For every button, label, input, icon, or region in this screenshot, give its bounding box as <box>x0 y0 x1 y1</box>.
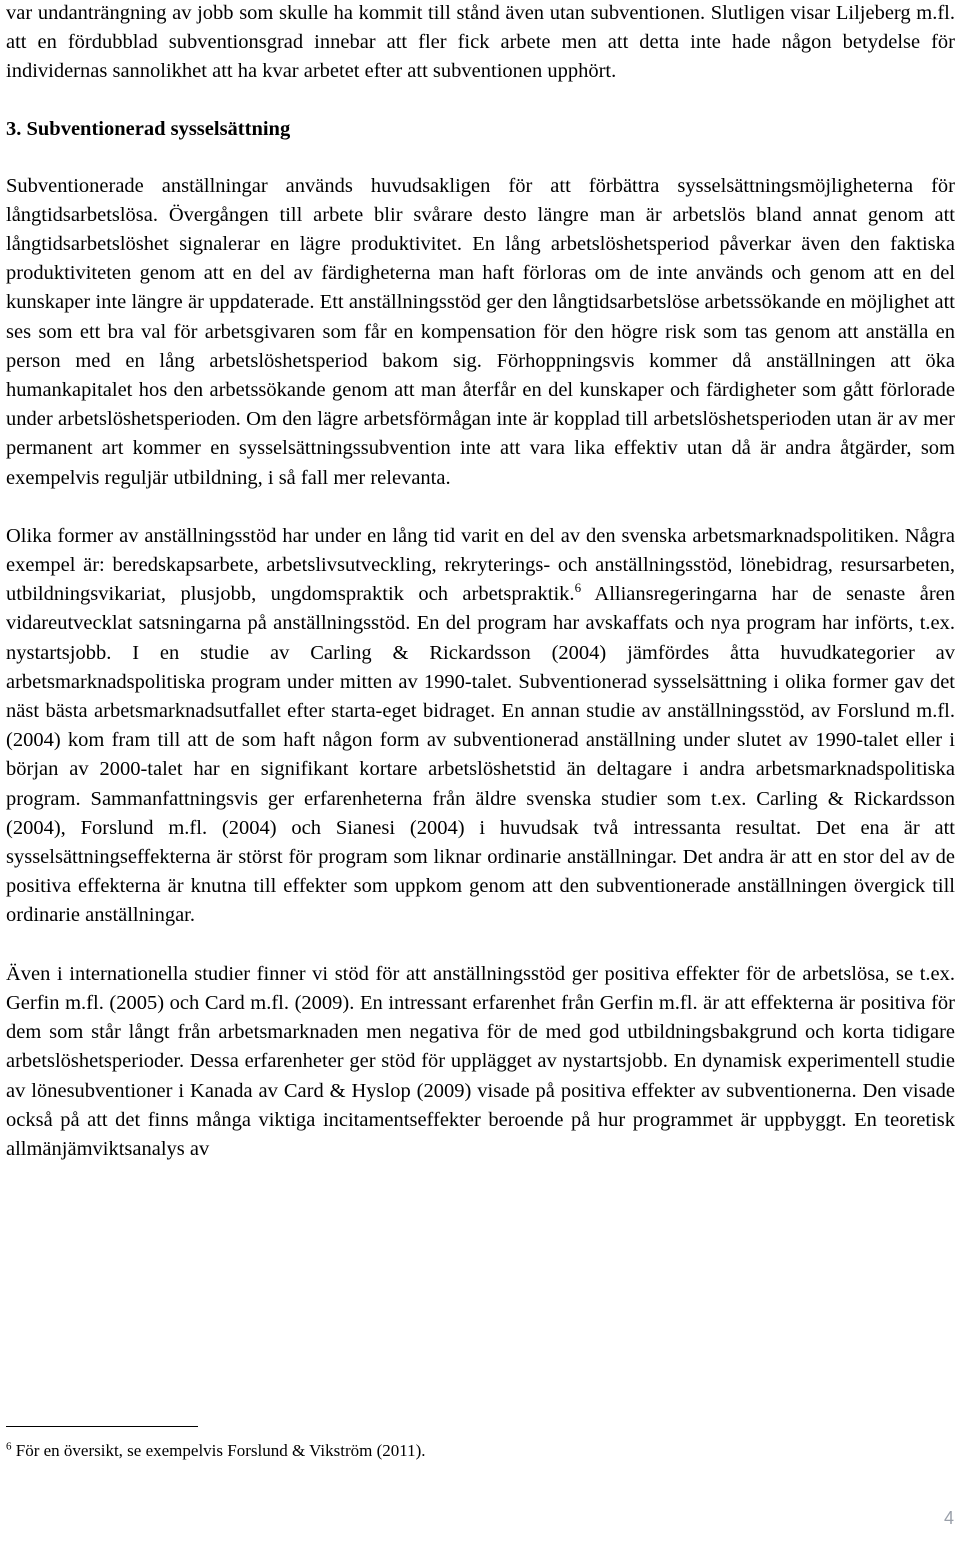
section-paragraph-3: Även i internationella studier finner vi stöd för att anställningsstöd ger positiva effekter för de arbetslösa, se t.ex. Gerfin m.fl. (2005) och Card m.fl. (2009). En intressant erfarenhet från Gerfin m.fl. är att effekterna är positiva för dem som står långt från arbetsmarknaden men negativa för de med god utbildningsbakgrund och korta tidigare arbetslöshetsperioder. Dessa erfarenheter ger stöd för upplägget av nystartsjobb. En dynamisk experimentell studie av lönesubventioner i Kanada av Card & Hyslop (2009) visade på positiva effekter av subventionerna. Den visade också på att det finns många viktiga incitamentseffekter beroende på hur programmet är uppbyggt. En teoretisk allmänjämviktsanalys av <box>6 962 955 1160</box>
footnote <box>6 1440 426 1462</box>
section-paragraph-2 <box>6 522 955 931</box>
document-page <box>6 0 955 1164</box>
footnote-reference: 6 <box>574 580 582 596</box>
paragraph-2-text-end: Alliansregeringarna har de senaste åren vidareutvecklat satsningarna på anställningsstöd. En del program har avskaffats och nya program har införts, t.ex. nystartsjobb. I en studie av Carling & Rickardsson (2004) jämfördes åtta huvudkategorier av arbetsmarknadspolitiska program under mitten av 1990-talet. Subventionerad sysselsättning i olika former gav det näst bästa arbetsmarknadsutfallet efter starta-eget bidraget. En annan studie av anställningsstöd, av Forslund m.fl. (2004) kom fram till att de som haft någon form av subventionerad anställning under slutet av 1990-talet eller i början av 2000-talet har en signifikant kortare arbetslöshetstid än deltagare i andra arbetsmarknadspolitiska program. Sammanfattningsvis ger erfarenheterna från äldre svenska studier som t.ex. Carling & Rickardsson (2004), Forslund m.fl. (2004) och Sianesi (2004) i huvudsak två intressanta resultat. Det ena är att sysselsättningseffekterna är störst för program som liknar ordinarie anställningar. Det andra är att en stor del av de positiva effekterna är knutna till effekter som uppkom genom att den subventionerade anställningen övergick till ordinarie anställningar. <box>6 583 956 927</box>
paragraph-2-text-start: Olika former av anställningsstöd har under en lång tid varit en del av den svenska arbetsmarknadspolitiken. Några exempel är: beredskapsarbete, arbetslivsutveckling, rekryterings- och anställningsstöd, lönebidrag, resursarbeten, utbildningsvikariat, plusjobb, ungdomspraktik och arbetspraktik. <box>6 524 955 606</box>
page-number: 4 <box>943 1508 954 1528</box>
footnote-number: 6 <box>6 1440 12 1453</box>
section-paragraph-1: Subventionerade anställningar används huvudsakligen för att förbättra sysselsättningsmöjligheterna för långtidsarbetslösa. Övergången till arbete blir svårare desto längre man är arbetslös bland annat genom att långtidsarbetslöshet signalerar en lägre produktivitet. En lång arbetslöshetsperiod påverkar även den faktiska produktiviteten genom att en del av färdigheterna man haft förloras om de inte används och genom att en del kunskaper inte längre är uppdaterade. Ett anställningsstöd ger den långtidsarbetslöse arbetssökande en möjlighet att ses som ett bra val för arbetsgivaren som får en kompensation för den högre risk som tas genom att anställa en person med en lång arbetslöshetsperiod bakom sig. Förhoppningsvis kommer då anställningen att öka humankapitalet hos den arbetssökande genom att man återfår en del kunskaper och färdigheter som gått förlorade under arbetslöshetsperioden. Om den lägre arbetsförmågan inte är kopplad till arbetslöshetsperioden utan är av mer permanent art kommer en sysselsättningssubvention inte att vara lika effektiv utan då är andra åtgärder, som exempelvis reguljär utbildning, i så fall mer relevanta. <box>6 174 955 489</box>
footnote-text: För en översikt, se exempelvis Forslund & Vikström (2011). <box>11 1441 426 1460</box>
footnote-divider <box>6 1426 198 1427</box>
section-heading: 3. Subventionerad sysselsättning <box>6 117 291 140</box>
intro-paragraph: var undanträngning av jobb som skulle ha kommit till stånd även utan subventionen. Slutligen visar Liljeberg m.fl. att en fördubblad subventionsgrad innebar att fler fick arbete men att detta inte hade någon betydelse för individernas sannolikhet att ha kvar arbetet efter att subventionen upphört. <box>6 2 955 83</box>
